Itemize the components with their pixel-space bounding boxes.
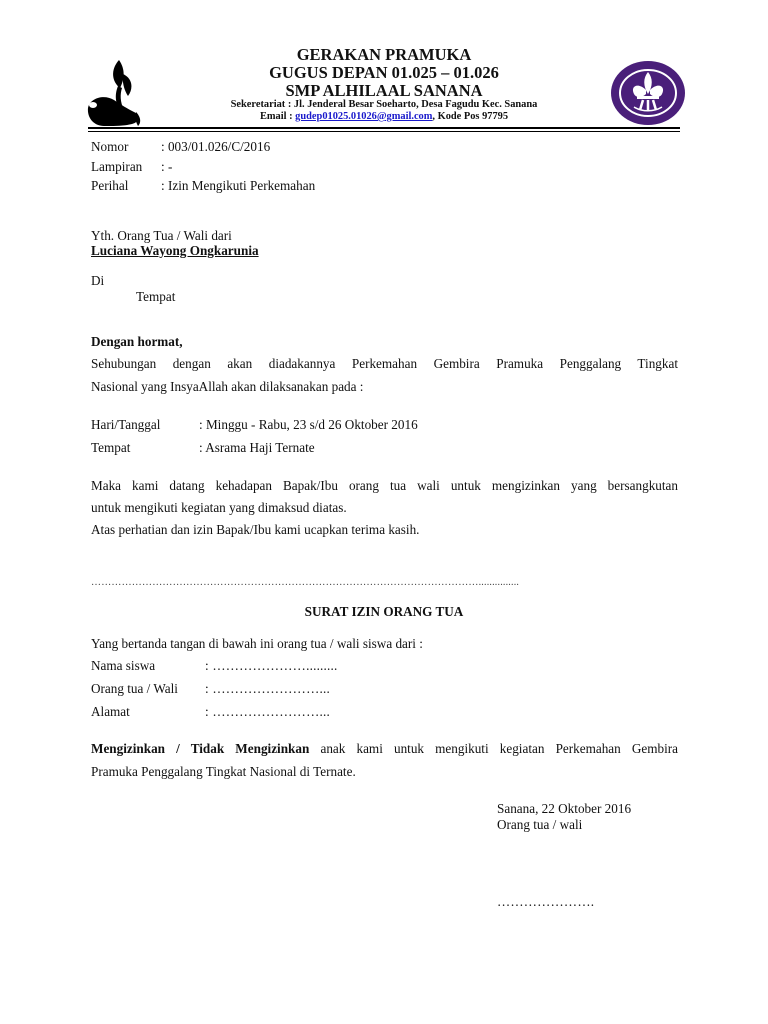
recipient-tempat: Tempat [136,289,176,304]
nomor-value: : 003/01.026/C/2016 [161,139,271,154]
nama-siswa-label: Nama siswa [91,658,156,673]
lampiran-label: Lampiran [91,159,143,174]
permission-title: SURAT IZIN ORANG TUA [304,604,464,619]
recipient-di: Di [91,273,105,288]
postal-code: , Kode Pos 97795 [432,111,509,122]
ortu-wali-label: Orang tua / Wali [91,681,178,696]
paragraph-3: Atas perhatian dan izin Bapak/Ibu kami ucapkan terima kasih. [91,522,420,537]
salutation: Dengan hormat, [91,334,183,349]
signature-line[interactable]: …………………. [497,894,595,909]
paragraph-2-line-1: Maka kami datang kehadapan Bapak/Ibu orang tua wali untuk mengizinkan yang bersangkutan [91,478,678,493]
consent-text: anak kami untuk mengikuti kegiatan Perkemahan Gembira [309,741,679,756]
header-divider-thin [88,131,680,132]
recipient-line: Yth. Orang Tua / Wali dari [91,228,232,243]
signer-title: Orang tua / wali [497,817,583,832]
hari-label: Hari/Tanggal [91,417,161,432]
tempat-label: Tempat [91,440,131,455]
place-date: Sanana, 22 Oktober 2016 [497,801,632,816]
wosm-fleur-de-lis-logo [610,60,686,126]
secretariat-address: Sekeretariat : Jl. Jenderal Besar Soeharto, Desa Fagudu Kec. Sanana [230,99,538,110]
perihal-label: Perihal [91,178,129,193]
nama-siswa-field[interactable]: : …………………......... [205,658,338,673]
email-label: Email : [259,111,296,122]
consent-line-1 [91,741,678,757]
paragraph-1-line-1: Sehubungan dengan akan diadakannya Perkemahan Gembira Pramuka Penggalang Tingkat [91,356,678,371]
recipient-name: Luciana Wayong Ongkarunia [91,243,259,258]
ortu-wali-field[interactable]: : ……………………... [205,681,330,696]
lampiran-value: : - [161,159,173,174]
school-name: SMP ALHILAAL SANANA [285,81,483,100]
tempat-value: : Asrama Haji Ternate [199,440,315,455]
permission-intro: Yang bertanda tangan di bawah ini orang tua / wali siswa dari : [91,636,423,651]
alamat-label: Alamat [91,704,130,719]
header-divider-thick [88,127,680,129]
alamat-field[interactable]: : ……………………... [205,704,330,719]
perihal-value: : Izin Mengikuti Perkemahan [161,178,316,193]
paragraph-1-line-2: Nasional yang InsyaAllah akan dilaksanakan pada : [91,379,364,394]
paragraph-2-line-2: untuk mengikuti kegiatan yang dimaksud diatas. [91,500,347,515]
org-name: GERAKAN PRAMUKA [296,45,472,64]
hari-value: : Minggu - Rabu, 23 s/d 26 Oktober 2016 [199,417,418,432]
consent-line-2: Pramuka Penggalang Tingkat Nasional di Ternate. [91,764,356,779]
consent-choice[interactable]: Mengizinkan / Tidak Mengizinkan [91,741,310,756]
cut-line: ……………………………………………………………………………………………………............... [91,577,520,588]
nomor-label: Nomor [91,139,129,154]
email-link[interactable]: gudep01025.01026@gmail.com [295,111,433,122]
gudep-number: GUGUS DEPAN 01.025 – 01.026 [269,63,499,82]
